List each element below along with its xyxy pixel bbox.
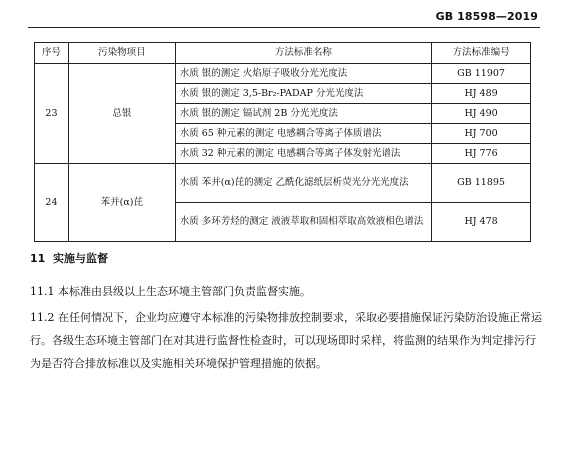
row-pollutant: 总银 (68, 64, 175, 164)
row-code: HJ 489 (432, 84, 531, 104)
row-seq: 23 (35, 64, 69, 164)
row-method: 水质 苯并(α)芘的测定 乙酰化滤纸层析荧光分光光度法 (175, 164, 431, 203)
table-row (35, 164, 531, 203)
row-code: GB 11907 (432, 64, 531, 84)
row-code: HJ 700 (432, 124, 531, 144)
section-heading (30, 250, 108, 266)
row-code: HJ 776 (432, 144, 531, 164)
section-title: 实施与监督 (52, 252, 108, 265)
row-seq: 24 (35, 164, 69, 242)
row-method: 水质 65 种元素的测定 电感耦合等离子体质谱法 (175, 124, 431, 144)
header-pollutant: 污染物项目 (68, 43, 175, 64)
header-rule (28, 27, 540, 28)
row-pollutant: 苯并(α)芘 (68, 164, 175, 242)
paragraph-11-1: 11.1 本标准由县级以上生态环境主管部门负责监督实施。 (30, 285, 311, 298)
method-standards-table (34, 42, 531, 242)
header-seq: 序号 (35, 43, 69, 64)
row-method: 水质 多环芳烃的测定 液液萃取和固相萃取高效液相色谱法 (175, 203, 431, 242)
row-code: HJ 490 (432, 104, 531, 124)
header-method: 方法标准名称 (175, 43, 431, 64)
row-code: GB 11895 (432, 164, 531, 203)
paragraph-11-2: 11.2 在任何情况下，企业均应遵守本标准的污染物排放控制要求，采取必要措施保证污染防治设施正常运行。各级生态环境主管部门在对其进行监督性检查时，可以现场即时采样，将监测的结果作为判定排污行为是否符合排放标准以及实施相关环境保护管理措施的依据。 (30, 311, 542, 370)
row-code: HJ 478 (432, 203, 531, 242)
table-row (35, 64, 531, 84)
table-header-row (35, 43, 531, 64)
row-method: 水质 银的测定 3,5-Br₂-PADAP 分光光度法 (175, 84, 431, 104)
document-number: GB 18598—2019 (435, 10, 538, 23)
section-number: 11 (30, 252, 46, 265)
row-method: 水质 银的测定 火焰原子吸收分光光度法 (175, 64, 431, 84)
row-method: 水质 银的测定 镉试剂 2B 分光光度法 (175, 104, 431, 124)
header-code: 方法标准编号 (432, 43, 531, 64)
row-method: 水质 32 种元素的测定 电感耦合等离子体发射光谱法 (175, 144, 431, 164)
